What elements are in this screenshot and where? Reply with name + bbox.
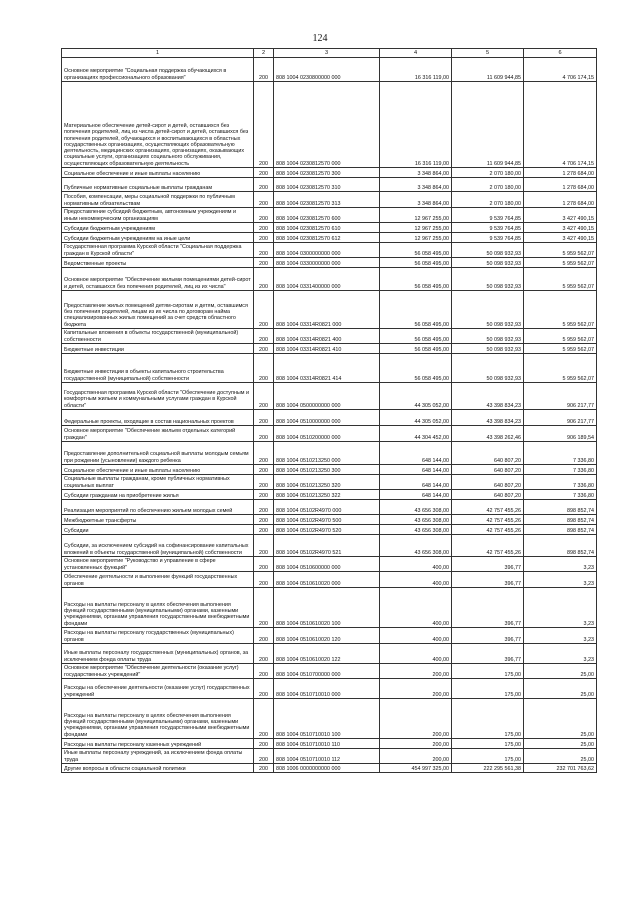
row-name: Субсидии бюджетным учреждениям на иные цели <box>62 233 254 243</box>
row-executed: 50 098 932,93 <box>452 291 524 329</box>
row-unexecuted: 7 336,80 <box>524 475 597 490</box>
row-executed: 396,77 <box>452 572 524 588</box>
row-unexecuted: 3,23 <box>524 572 597 588</box>
row-unexecuted: 25,00 <box>524 699 597 739</box>
row-approved: 200,00 <box>380 739 452 749</box>
table-row <box>62 500 597 515</box>
row-unexecuted: 906 189,54 <box>524 426 597 442</box>
row-approved: 400,00 <box>380 588 452 628</box>
row-approved: 648 144,00 <box>380 490 452 500</box>
row-approved: 400,00 <box>380 557 452 572</box>
row-executed: 2 070 180,00 <box>452 192 524 208</box>
row-code: 808 1004 0510000000 000 <box>274 410 380 426</box>
row-name: Капитальные вложения в объекты государственной (муниципальной) собственности <box>62 329 254 344</box>
row-approved: 44 304 452,00 <box>380 426 452 442</box>
row-code: 808 1004 0510213250 300 <box>274 465 380 475</box>
row-unexecuted: 5 959 562,07 <box>524 268 597 291</box>
row-unexecuted: 3 427 490,15 <box>524 223 597 233</box>
row-code: 808 1004 0330000000 000 <box>274 258 380 268</box>
row-code: 808 1004 05102R4970 500 <box>274 515 380 525</box>
row-executed: 640 807,20 <box>452 465 524 475</box>
row-approved: 648 144,00 <box>380 475 452 490</box>
row-unexecuted: 3,23 <box>524 628 597 644</box>
row-approved: 16 316 119,00 <box>380 82 452 168</box>
row-name: Реализация мероприятий по обеспечению жильем молодых семей <box>62 500 254 515</box>
row-unexecuted: 5 959 562,07 <box>524 258 597 268</box>
row-name: Субсидии <box>62 525 254 535</box>
table-row <box>62 82 597 168</box>
table-row <box>62 588 597 628</box>
table-row <box>62 426 597 442</box>
table-row <box>62 258 597 268</box>
row-unexecuted: 5 959 562,07 <box>524 344 597 354</box>
row-code: 808 1004 0500000000 000 <box>274 383 380 410</box>
row-unexecuted: 7 336,80 <box>524 442 597 465</box>
row-name: Ведомственные проекты <box>62 258 254 268</box>
row-executed: 50 098 932,93 <box>452 243 524 258</box>
row-unexecuted: 1 278 684,00 <box>524 192 597 208</box>
row-code: 808 1004 03314R0821 414 <box>274 354 380 383</box>
row-code: 808 1004 0230812570 000 <box>274 82 380 168</box>
row-code: 808 1006 0000000000 000 <box>274 764 380 773</box>
row-approved: 56 058 495,00 <box>380 329 452 344</box>
row-unexecuted: 898 852,74 <box>524 515 597 525</box>
row-code: 808 1004 0510213250 322 <box>274 490 380 500</box>
row-executed: 43 398 262,46 <box>452 426 524 442</box>
row-code: 808 1004 0510710010 112 <box>274 749 380 764</box>
row-unexecuted: 1 278 684,00 <box>524 168 597 178</box>
row-column-2: 200 <box>254 344 274 354</box>
row-name: Основное мероприятие "Руководство и управление в сфере установленных функций" <box>62 557 254 572</box>
row-name: Иные выплаты персоналу государственных (муниципальных) органов, за исключением фонда оплаты труда <box>62 644 254 664</box>
row-unexecuted: 3 427 490,15 <box>524 233 597 243</box>
row-code: 808 1004 05102R4970 000 <box>274 500 380 515</box>
row-code: 808 1004 03314R0821 410 <box>274 344 380 354</box>
row-name: Предоставление субсидий бюджетным, автономным учреждениям и иным некоммерческим организациям <box>62 208 254 223</box>
row-approved: 43 656 308,00 <box>380 515 452 525</box>
row-column-2: 200 <box>254 268 274 291</box>
row-approved: 43 656 308,00 <box>380 500 452 515</box>
row-column-2: 200 <box>254 764 274 773</box>
row-code: 808 1004 0510610020 000 <box>274 572 380 588</box>
row-code: 808 1004 05102R4970 520 <box>274 525 380 535</box>
row-code: 808 1004 0510610020 122 <box>274 644 380 664</box>
row-unexecuted: 5 959 562,07 <box>524 354 597 383</box>
row-unexecuted: 7 336,80 <box>524 465 597 475</box>
row-unexecuted: 906 217,77 <box>524 410 597 426</box>
row-unexecuted: 4 706 174,15 <box>524 58 597 82</box>
row-approved: 648 144,00 <box>380 465 452 475</box>
row-name: Социальные выплаты гражданам, кроме публичных нормативных социальных выплат <box>62 475 254 490</box>
row-column-2: 200 <box>254 354 274 383</box>
row-executed: 9 539 764,85 <box>452 208 524 223</box>
table-row <box>62 168 597 178</box>
row-unexecuted: 898 852,74 <box>524 500 597 515</box>
row-column-2: 200 <box>254 465 274 475</box>
row-name: Иные выплаты персоналу учреждений, за исключением фонда оплаты труда <box>62 749 254 764</box>
row-approved: 43 656 308,00 <box>380 525 452 535</box>
row-code: 808 1004 0300000000 000 <box>274 243 380 258</box>
row-executed: 2 070 180,00 <box>452 178 524 192</box>
row-unexecuted: 906 217,77 <box>524 383 597 410</box>
row-name: Пособия, компенсации, меры социальной поддержки по публичным нормативным обязательствам <box>62 192 254 208</box>
page-number: 124 <box>312 33 328 44</box>
row-name: Основное мероприятие "Обеспечение деятельности (оказание услуг) государственных учреждений" <box>62 664 254 679</box>
row-name: Предоставление жилых помещений детям-сиротам и детям, оставшимся без попечения родителей, лицам из их числа по договорам найма специализированных жилых помещений за счет средств областного бюджета <box>62 291 254 329</box>
table-row <box>62 354 597 383</box>
row-code: 808 1004 05102R4970 521 <box>274 535 380 557</box>
row-approved: 43 656 308,00 <box>380 535 452 557</box>
row-name: Субсидии гражданам на приобретение жилья <box>62 490 254 500</box>
row-executed: 640 807,20 <box>452 475 524 490</box>
row-name: Расходы на обеспечение деятельности (оказание услуг) государственных учреждений <box>62 679 254 699</box>
row-column-2: 200 <box>254 329 274 344</box>
row-executed: 9 539 764,85 <box>452 233 524 243</box>
row-executed: 50 098 932,93 <box>452 258 524 268</box>
row-column-2: 200 <box>254 426 274 442</box>
row-column-2: 200 <box>254 383 274 410</box>
row-unexecuted: 3 427 490,15 <box>524 208 597 223</box>
table-row <box>62 243 597 258</box>
row-executed: 175,00 <box>452 679 524 699</box>
row-approved: 400,00 <box>380 572 452 588</box>
row-unexecuted: 898 852,74 <box>524 535 597 557</box>
row-column-2: 200 <box>254 644 274 664</box>
header-cell: 6 <box>524 49 597 58</box>
row-approved: 3 348 864,00 <box>380 178 452 192</box>
row-column-2: 200 <box>254 588 274 628</box>
table-row <box>62 535 597 557</box>
row-approved: 200,00 <box>380 664 452 679</box>
row-code: 808 1004 0510213250 320 <box>274 475 380 490</box>
row-unexecuted: 5 959 562,07 <box>524 291 597 329</box>
row-executed: 42 757 455,26 <box>452 515 524 525</box>
row-column-2: 200 <box>254 82 274 168</box>
table-row <box>62 572 597 588</box>
row-code: 808 1004 0510200000 000 <box>274 426 380 442</box>
row-unexecuted: 1 278 684,00 <box>524 178 597 192</box>
header-cell: 5 <box>452 49 524 58</box>
row-approved: 12 967 255,00 <box>380 208 452 223</box>
row-unexecuted: 4 706 174,15 <box>524 82 597 168</box>
row-column-2: 200 <box>254 739 274 749</box>
row-column-2: 200 <box>254 442 274 465</box>
header-cell: 2 <box>254 49 274 58</box>
row-unexecuted: 3,23 <box>524 644 597 664</box>
table-header-row <box>62 49 597 58</box>
row-unexecuted: 898 852,74 <box>524 525 597 535</box>
row-code: 808 1004 0510610020 100 <box>274 588 380 628</box>
row-column-2: 200 <box>254 628 274 644</box>
row-name: Бюджетные инвестиции в объекты капитального строительства государственной (муниципальной) собственности <box>62 354 254 383</box>
row-name: Основное мероприятие "Обеспечение жилыми помещениями детей-сирот и детей, оставшихся без попечения родителей, лиц из их числа" <box>62 268 254 291</box>
row-column-2: 200 <box>254 192 274 208</box>
table-row <box>62 679 597 699</box>
row-executed: 175,00 <box>452 664 524 679</box>
row-code: 808 1004 0510610020 120 <box>274 628 380 644</box>
row-column-2: 200 <box>254 500 274 515</box>
header-cell: 1 <box>62 49 254 58</box>
row-name: Бюджетные инвестиции <box>62 344 254 354</box>
row-executed: 50 098 932,93 <box>452 354 524 383</box>
row-unexecuted: 25,00 <box>524 749 597 764</box>
row-approved: 400,00 <box>380 628 452 644</box>
table-row <box>62 739 597 749</box>
row-executed: 640 807,20 <box>452 490 524 500</box>
row-approved: 56 058 495,00 <box>380 354 452 383</box>
row-code: 808 1004 0230812570 313 <box>274 192 380 208</box>
row-approved: 400,00 <box>380 644 452 664</box>
row-code: 808 1004 0230812570 612 <box>274 233 380 243</box>
row-name: Расходы на выплаты персоналу казенных учреждений <box>62 739 254 749</box>
row-name: Социальное обеспечение и иные выплаты населению <box>62 465 254 475</box>
row-executed: 43 398 834,23 <box>452 383 524 410</box>
table-row <box>62 192 597 208</box>
budget-execution-table <box>61 48 597 773</box>
row-code: 808 1004 0510710010 000 <box>274 679 380 699</box>
row-code: 808 1004 0230800000 000 <box>274 58 380 82</box>
table-row <box>62 268 597 291</box>
row-executed: 42 757 455,26 <box>452 500 524 515</box>
row-name: Другие вопросы в области социальной политики <box>62 764 254 773</box>
table-row <box>62 344 597 354</box>
table-row <box>62 515 597 525</box>
row-column-2: 200 <box>254 535 274 557</box>
row-executed: 50 098 932,93 <box>452 329 524 344</box>
row-executed: 396,77 <box>452 644 524 664</box>
row-approved: 3 348 864,00 <box>380 192 452 208</box>
row-column-2: 200 <box>254 233 274 243</box>
row-approved: 3 348 864,00 <box>380 168 452 178</box>
row-column-2: 200 <box>254 679 274 699</box>
row-approved: 200,00 <box>380 699 452 739</box>
row-unexecuted: 7 336,80 <box>524 490 597 500</box>
row-column-2: 200 <box>254 475 274 490</box>
table-row <box>62 557 597 572</box>
table-row <box>62 628 597 644</box>
row-code: 808 1004 0510710010 110 <box>274 739 380 749</box>
table-row <box>62 442 597 465</box>
row-code: 808 1004 03314R0821 000 <box>274 291 380 329</box>
row-column-2: 200 <box>254 490 274 500</box>
table-row <box>62 664 597 679</box>
row-name: Государственная программа Курской области "Обеспечение доступным и комфортным жильем и коммунальными услугами граждан в Курской области" <box>62 383 254 410</box>
row-code: 808 1004 0510710010 100 <box>274 699 380 739</box>
row-executed: 42 757 455,26 <box>452 535 524 557</box>
table-row <box>62 525 597 535</box>
row-unexecuted: 5 959 562,07 <box>524 329 597 344</box>
row-approved: 44 305 052,00 <box>380 410 452 426</box>
row-column-2: 200 <box>254 557 274 572</box>
row-name: Субсидии, за исключением субсидий на софинансирование капитальных вложений в объекты государственной (муниципальной) собственности <box>62 535 254 557</box>
row-code: 808 1004 0230812570 610 <box>274 223 380 233</box>
row-column-2: 200 <box>254 258 274 268</box>
row-unexecuted: 232 701 763,62 <box>524 764 597 773</box>
table-row <box>62 465 597 475</box>
row-code: 808 1004 0510700000 000 <box>274 664 380 679</box>
row-name: Основное мероприятие "Социальная поддержка обучающихся в организациях профессионального образования" <box>62 58 254 82</box>
table-row <box>62 291 597 329</box>
row-executed: 9 539 764,85 <box>452 223 524 233</box>
row-approved: 56 058 495,00 <box>380 243 452 258</box>
row-approved: 648 144,00 <box>380 442 452 465</box>
row-code: 808 1004 0510213250 000 <box>274 442 380 465</box>
row-column-2: 200 <box>254 664 274 679</box>
row-executed: 222 295 561,38 <box>452 764 524 773</box>
row-executed: 11 609 944,85 <box>452 82 524 168</box>
row-code: 808 1004 0230812570 300 <box>274 168 380 178</box>
row-approved: 44 305 052,00 <box>380 383 452 410</box>
row-executed: 396,77 <box>452 628 524 644</box>
row-name: Федеральные проекты, входящие в состав национальных проектов <box>62 410 254 426</box>
row-approved: 16 316 119,00 <box>380 58 452 82</box>
table-row <box>62 475 597 490</box>
row-name: Субсидии бюджетным учреждениям <box>62 223 254 233</box>
row-executed: 43 398 834,23 <box>452 410 524 426</box>
table-row <box>62 329 597 344</box>
row-name: Государственная программа Курской области "Социальная поддержка граждан в Курской области" <box>62 243 254 258</box>
row-unexecuted: 25,00 <box>524 664 597 679</box>
row-approved: 56 058 495,00 <box>380 291 452 329</box>
row-name: Расходы на выплаты персоналу в целях обеспечения выполнения функций государственными (муниципальными) органами, казенными учреждениями, органами управления государственными внебюджетными фондами <box>62 699 254 739</box>
row-name: Предоставление дополнительной социальной выплаты молодым семьям при рождении (усыновлении) каждого ребенка <box>62 442 254 465</box>
row-name: Расходы на выплаты персоналу государственных (муниципальных) органов <box>62 628 254 644</box>
row-executed: 11 609 944,85 <box>452 58 524 82</box>
row-name: Межбюджетные трансферты <box>62 515 254 525</box>
row-executed: 396,77 <box>452 557 524 572</box>
row-name: Расходы на выплаты персоналу в целях обеспечения выполнения функций государственными (муниципальными) органами, казенными учреждениями, органами управления государственными внебюджетными фондами <box>62 588 254 628</box>
row-code: 808 1004 03314R0821 400 <box>274 329 380 344</box>
row-approved: 454 997 325,00 <box>380 764 452 773</box>
row-approved: 56 058 495,00 <box>380 268 452 291</box>
row-executed: 640 807,20 <box>452 442 524 465</box>
row-unexecuted: 25,00 <box>524 739 597 749</box>
row-column-2: 200 <box>254 515 274 525</box>
row-code: 808 1004 0510600000 000 <box>274 557 380 572</box>
row-approved: 200,00 <box>380 749 452 764</box>
row-unexecuted: 25,00 <box>524 679 597 699</box>
row-executed: 175,00 <box>452 749 524 764</box>
row-name: Социальное обеспечение и иные выплаты населению <box>62 168 254 178</box>
table-row <box>62 644 597 664</box>
row-executed: 175,00 <box>452 739 524 749</box>
table-row <box>62 223 597 233</box>
table-row <box>62 490 597 500</box>
row-approved: 12 967 255,00 <box>380 223 452 233</box>
row-name: Материальное обеспечение детей-сирот и детей, оставшихся без попечения родителей, лиц из числа детей-сирот и детей, оставшихся без попечения родителей, обучающихся и воспитывающихся в областных государственных организациях, осуществляющих образовательную деятельность, медицинских организациях, организациях, оказывающих социальные услуги, организациях социального обслуживания, осуществляющих образовательную деятельность <box>62 82 254 168</box>
table-row <box>62 233 597 243</box>
row-executed: 50 098 932,93 <box>452 268 524 291</box>
header-cell: 3 <box>274 49 380 58</box>
table-row <box>62 208 597 223</box>
row-executed: 2 070 180,00 <box>452 168 524 178</box>
row-column-2: 200 <box>254 572 274 588</box>
table-row <box>62 383 597 410</box>
row-approved: 56 058 495,00 <box>380 258 452 268</box>
row-column-2: 200 <box>254 525 274 535</box>
row-unexecuted: 5 959 562,07 <box>524 243 597 258</box>
table-row <box>62 178 597 192</box>
row-column-2: 200 <box>254 410 274 426</box>
row-name: Публичные нормативные социальные выплаты гражданам <box>62 178 254 192</box>
row-column-2: 200 <box>254 58 274 82</box>
row-approved: 200,00 <box>380 679 452 699</box>
row-column-2: 200 <box>254 243 274 258</box>
table-row <box>62 699 597 739</box>
table-row <box>62 749 597 764</box>
row-column-2: 200 <box>254 168 274 178</box>
row-executed: 50 098 932,93 <box>452 344 524 354</box>
row-column-2: 200 <box>254 291 274 329</box>
row-code: 808 1004 0331400000 000 <box>274 268 380 291</box>
row-name: Обеспечение деятельности и выполнение функций государственных органов <box>62 572 254 588</box>
row-column-2: 200 <box>254 699 274 739</box>
row-column-2: 200 <box>254 178 274 192</box>
row-approved: 56 058 495,00 <box>380 344 452 354</box>
row-code: 808 1004 0230812570 310 <box>274 178 380 192</box>
row-column-2: 200 <box>254 208 274 223</box>
row-executed: 396,77 <box>452 588 524 628</box>
table-row <box>62 58 597 82</box>
header-cell: 4 <box>380 49 452 58</box>
table-row <box>62 764 597 773</box>
row-column-2: 200 <box>254 749 274 764</box>
row-unexecuted: 3,23 <box>524 557 597 572</box>
row-unexecuted: 3,23 <box>524 588 597 628</box>
table-row <box>62 410 597 426</box>
row-approved: 12 967 255,00 <box>380 233 452 243</box>
row-executed: 175,00 <box>452 699 524 739</box>
row-executed: 42 757 455,26 <box>452 525 524 535</box>
row-code: 808 1004 0230812570 600 <box>274 208 380 223</box>
row-column-2: 200 <box>254 223 274 233</box>
row-name: Основное мероприятие "Обеспечение жильем отдельных категорий граждан" <box>62 426 254 442</box>
